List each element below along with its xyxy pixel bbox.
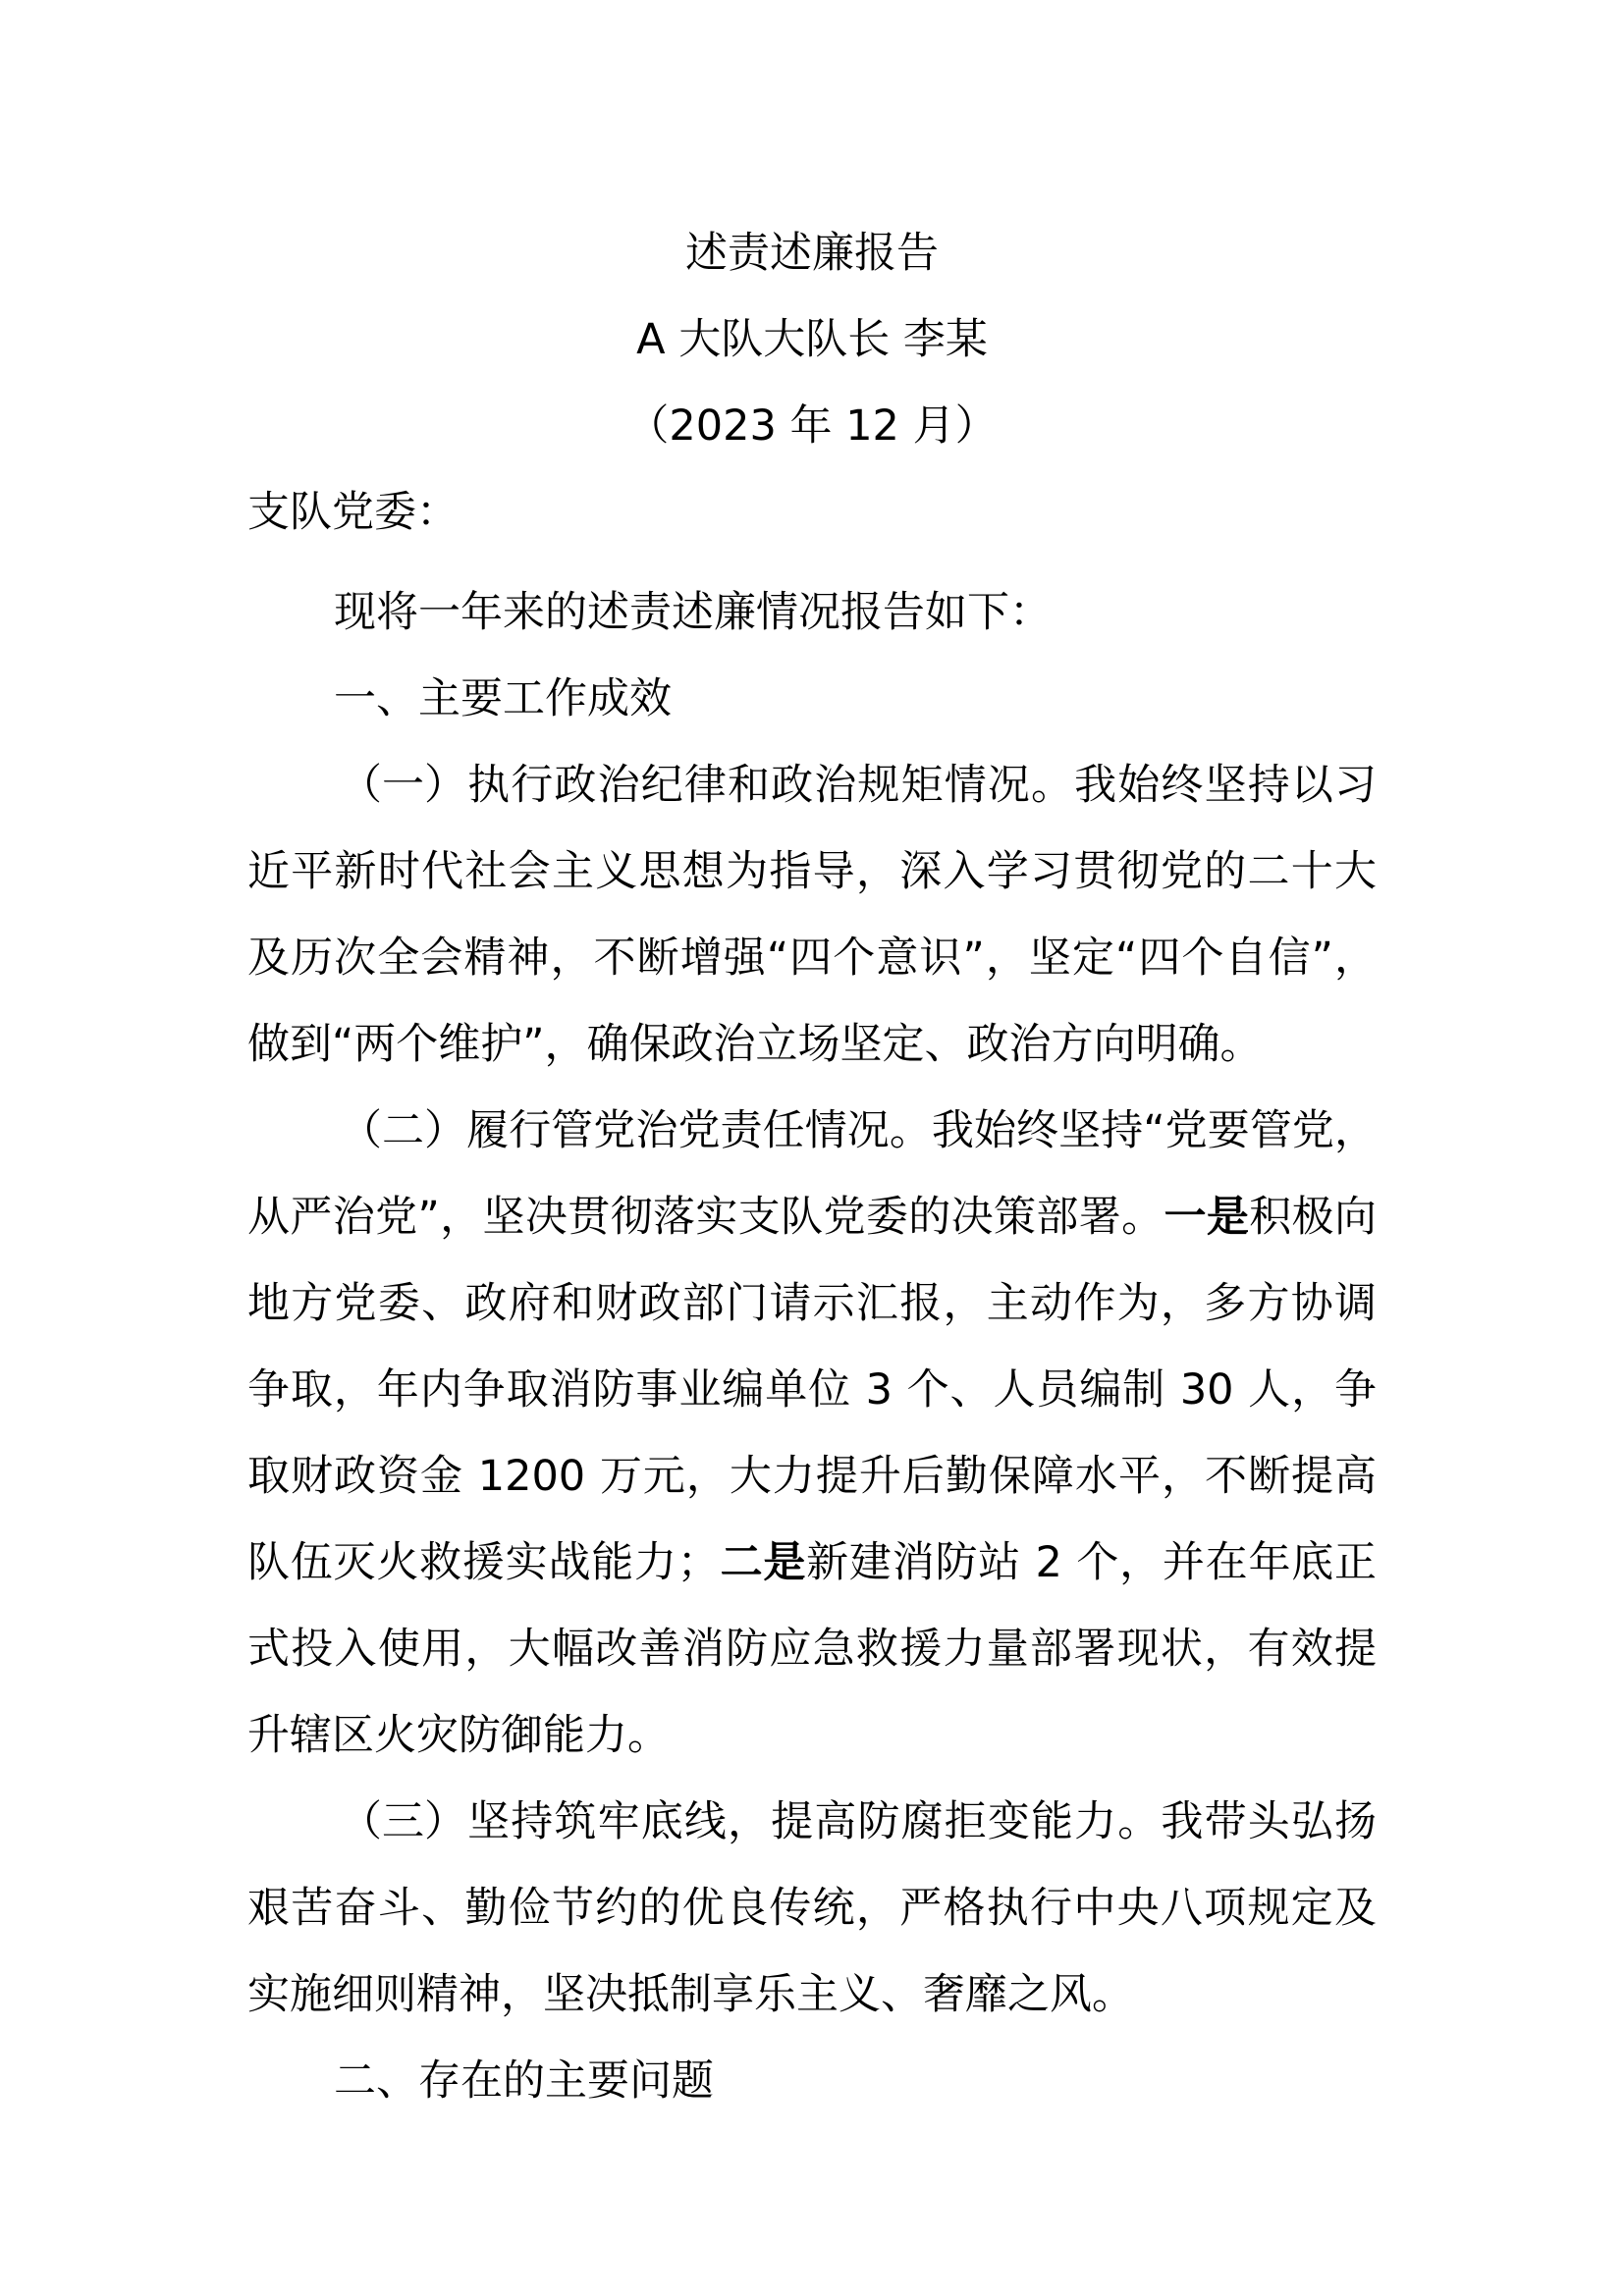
- paragraph-text: 坚持筑牢底线，提高防腐拒变能力。我带头弘扬艰苦奋斗、勤俭节约的优良传统，严格执行中央八项规定及实施细则精神，坚决抵制享乐主义、奢靡之风。: [247, 1797, 1377, 2019]
- document-date: （2023 年 12 月）: [626, 401, 998, 451]
- point-label-2: 二是: [719, 1538, 807, 1587]
- paragraph-label: （二）: [340, 1106, 466, 1155]
- point-text-2: 新建消防站 2 个，并在年底正式投入使用，大幅改善消防应急救援力量部署现状，有效提升辖区火灾防御能力。: [247, 1538, 1377, 1760]
- salutation: 支队党委：: [247, 488, 459, 537]
- document-author: A 大队大队长 李某: [636, 315, 988, 364]
- paragraph-political-discipline: [247, 742, 1377, 1088]
- paragraph-label: （三）: [340, 1797, 466, 1846]
- point-label-1: 一是: [1164, 1193, 1250, 1242]
- report-body: [247, 569, 1377, 2124]
- document-title: 述责述廉报告: [685, 229, 939, 278]
- point-text-1: 积极向地方党委、政府和财政部门请示汇报，主动作为，多方协调争取，年内争取消防事业编单位 3 个、人员编制 30 人，争取财政资金 1200 万元，大力提升后勤保障水平，不断提高队伍灭火救援实战能力；: [247, 1193, 1377, 1587]
- paragraph-label: （一）: [340, 761, 466, 810]
- intro-paragraph: 现将一年来的述责述廉情况报告如下：: [334, 588, 1052, 637]
- paragraph-text: 执行政治纪律和政治规矩情况。我始终坚持以习近平新时代社会主义思想为指导，深入学习贯彻党的二十大及历次全会精神，不断增强“四个意识”，坚定“四个自信”，做到“两个维护”，确保政治立场坚定、政治方向明确。: [247, 761, 1377, 1069]
- paragraph-anti-corruption: [247, 1779, 1377, 2038]
- section-heading-2: 二、存在的主要问题: [334, 2056, 714, 2106]
- section-heading-1: 一、主要工作成效: [334, 674, 672, 723]
- paragraph-party-governance: [247, 1088, 1377, 1779]
- paragraph-lead: 履行管党治党责任情况。我始终坚持“党要管党，从严治党”，坚决贯彻落实支队党委的决策部署。: [247, 1106, 1377, 1242]
